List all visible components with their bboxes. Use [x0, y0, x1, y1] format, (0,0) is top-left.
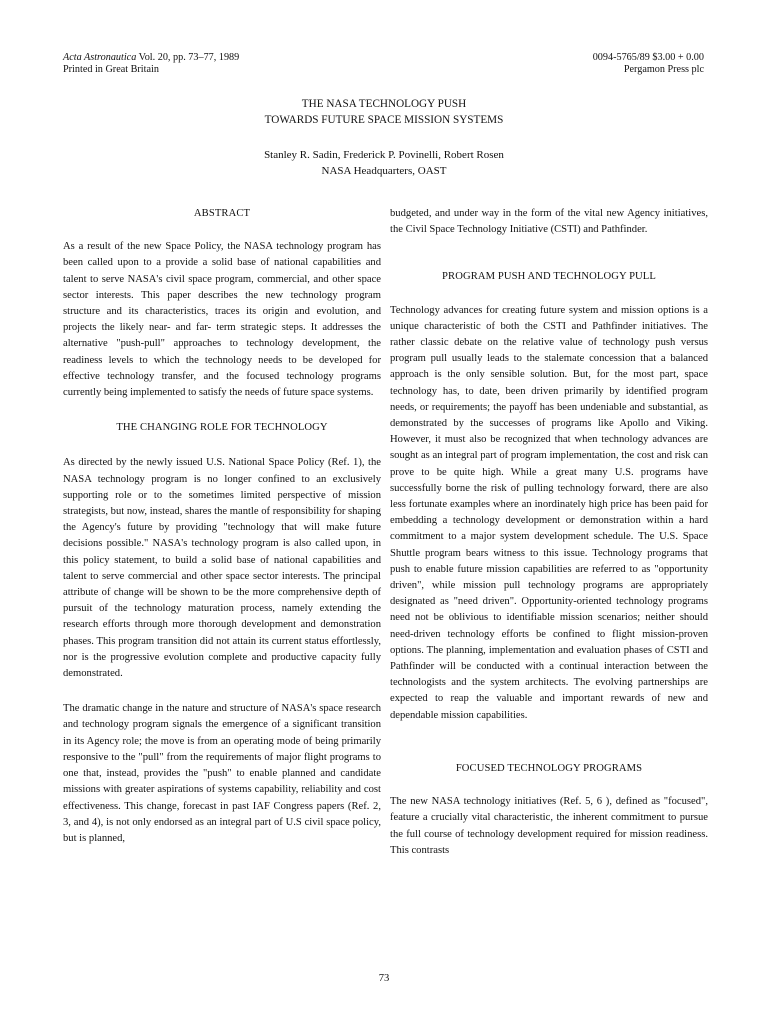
author-block — [0, 147, 768, 179]
title-line-2: TOWARDS FUTURE SPACE MISSION SYSTEMS — [264, 114, 504, 126]
focused-programs-heading: FOCUSED TECHNOLOGY PROGRAMS — [455, 762, 643, 774]
publisher: Pergamon Press plc — [623, 64, 704, 75]
journal-name: Acta Astronautica — [63, 52, 137, 63]
changing-role-heading: THE CHANGING ROLE FOR TECHNOLOGY — [116, 422, 328, 434]
push-pull-paragraph: Technology advances for creating future system and mission options is a unique characteristic of both the CSTI and Pathfinder initiatives. The rather classic debate on the relative value of technology push versus program pull usually leads to the stalemate concession that a balanced approach is the only sensible solution. But, for the most part, space technology has, to date, been driven primarily by identified program needs, or requirements; the payoff has been undeniable and substantial, as demonstrated by the successes of programs like Apollo and Viking. However, it must also be recognized that when technology advances are sought as an integral part of program implementation, the cost and risk can prove to be quite high. While a great many U.S. programs have successfully borne the risk of pulling technology forward, there are also less fortunate examples where an inordinately high price has been paid for embedding a technology development or demonstration within a hard commitment to a major system development schedule. The U.S. Space Shuttle program bears witness to this issue. Technology programs that push to enable future mission capabilities are referred to as "opportunity driven", while mission pull technology programs are appropriately designated as "need driven". Opportunity-oriented technology programs need not be oblivious to identifiable mission scenarios; neither should need-driven technology efforts be confined to flight mission-proven options. The planning, implementation and evaluation phases of CSTI and Pathfinder will be conducted with a continual interaction between the technologists and the system architects. The evolving partnerships are expected to reap the valuable and important rewards of new and dependable mission capabilities. — [390, 304, 708, 721]
paper-title — [0, 96, 768, 128]
title-line-1: THE NASA TECHNOLOGY PUSH — [301, 98, 467, 110]
changing-role-paragraph-2: The dramatic change in the nature and structure of NASA's space research and technology program signals the emergence of a significant transition in its Agency role; the move is from an operating mode of being primarily responsive to the "pull" from the requirements of major flight programs to one that, instead, provides the "push" to enable planned and candidate missions with greater aspirations of systems capability, reliability and cost effectiveness. This change, forecast in past IAF Congress papers (Ref. 2, 3, and 4), is not only endorsed as an integral part of U.S civil space policy, but is planned, — [63, 703, 381, 844]
focused-programs-paragraph: The new NASA technology initiatives (Ref. 5, 6 ), defined as "focused", feature a crucially vital characteristic, the inherent commitment to pursue the full course of technology development required for mission readiness. This contrasts — [390, 796, 708, 856]
left-column — [63, 206, 381, 847]
push-pull-heading: PROGRAM PUSH AND TECHNOLOGY PULL — [442, 271, 656, 283]
abstract-heading: ABSTRACT — [193, 208, 251, 219]
running-header-left — [63, 52, 239, 76]
continued-paragraph: budgeted, and under way in the form of the vital new Agency initiatives, the Civil Space Technology Initiative (CSTI) and Pathfinder. — [390, 208, 708, 236]
journal-citation: Vol. 20, pp. 73–77, 1989 — [138, 52, 240, 63]
right-column — [390, 206, 708, 859]
changing-role-paragraph-1: As directed by the newly issued U.S. National Space Policy (Ref. 1), the NASA technology program is no longer confined to an exclusively supporting role or to the sometimes limited perspective of mission strategists, but now, instead, shares the mantle of responsibility for shaping the Agency's future by providing "technology that will make future decisions possible." NASA's technology program is also called upon, in this policy statement, to build a solid base of national capabilities and talent to serve commercial and other space sector interests. The principal attribute of change will be shown to be the more comprehensive depth of pursuit of the technology maturation process, namely extending the research efforts through more thorough development and demonstration phases. This program transition did not attain its current status effortlessly, nor is the progressive evolution complete and productive capacity fully demonstrated. — [63, 457, 381, 680]
author-affiliation: NASA Headquarters, OAST — [321, 165, 447, 177]
abstract-paragraph: As a result of the new Space Policy, the NASA technology program has been called upon to a provide a solid base of national capabilities and talent to serve NASA's civil space program, commercial, and other space sector interests. This paper describes the new technology program structure and its characteristics, traces its origin and evolution, and projects the likely near- and far- term strategic steps. It addresses the alternative "push-pull" approaches to technology development, the readiness levels to which the technology needs to be developed for effective technology transfer, and the focused technology programs currently being implemented to satisfy the needs of future space systems. — [63, 241, 381, 399]
printed-in: Printed in Great Britain — [63, 64, 159, 75]
article-code: 0094-5765/89 $3.00 + 0.00 — [592, 52, 704, 63]
author-names: Stanley R. Sadin, Frederick P. Povinelli, Robert Rosen — [264, 149, 504, 161]
page-number: 73 — [378, 973, 390, 984]
running-header-right — [593, 52, 704, 76]
